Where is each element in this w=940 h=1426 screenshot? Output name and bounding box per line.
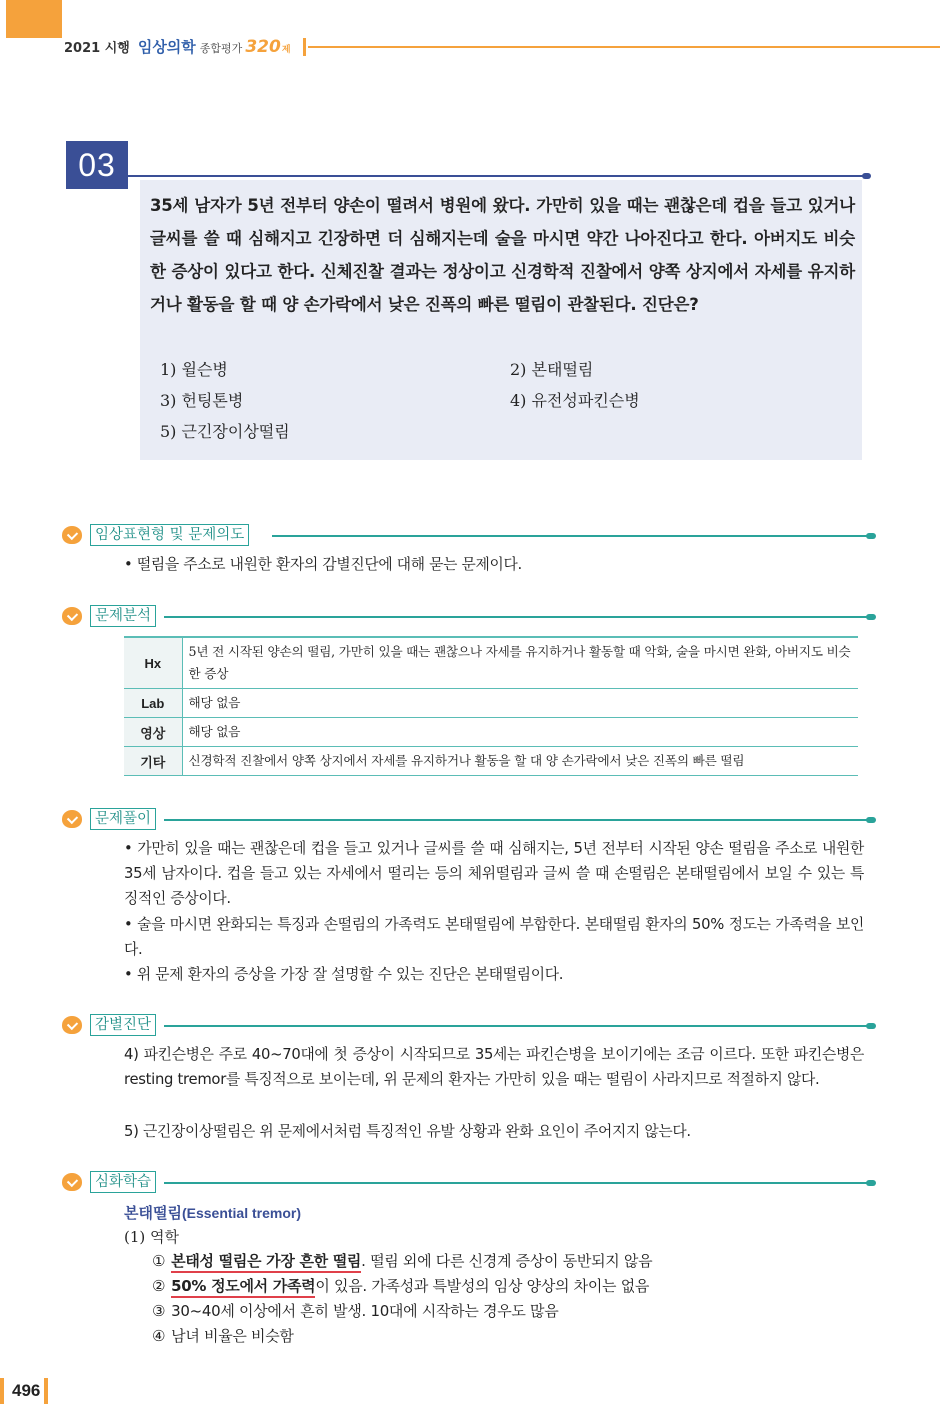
section-rule-end (866, 533, 876, 539)
row-value-lab: 해당 없음 (182, 689, 858, 718)
header-subject: 임상의학 (137, 38, 196, 56)
question-rule (128, 175, 866, 177)
section-rule (164, 1182, 868, 1184)
header-year: 2021 시행 (64, 41, 130, 56)
row-value-other: 신경학적 진찰에서 양쪽 상지에서 자세를 유지하거나 활동을 할 대 양 손가락에서 낮은 진폭의 빠른 떨림 (182, 747, 858, 776)
section-rule-end (866, 614, 876, 620)
row-value-imaging: 해당 없음 (182, 718, 858, 747)
item-text: 30~40세 이상에서 흔히 발생. 10대에 시작하는 경우도 많음 (171, 1302, 559, 1320)
solution-bullet-1: • 가만히 있을 때는 괜찮은데 컵을 들고 있거나 글씨를 쓸 때 심해지는, 5년 전부터 시작된 양손 떨림을 주소로 내원한 35세 남자이다. 컵을 들고 있는 자세에서 떨리는 등의 체위떨림과 글씨 쓸 때 손떨림은 본태떨림에서 보일 수 있는 특징적인 증상이다. (124, 840, 864, 907)
section-analysis-title: 문제분석 (90, 605, 156, 627)
page-number-block (0, 1378, 48, 1404)
table-row (124, 747, 858, 776)
section-intent-header (62, 524, 876, 546)
table-row (124, 689, 858, 718)
check-icon (62, 526, 82, 544)
intent-bullet: • 떨림을 주소로 내원한 환자의 감별진단에 대해 묻는 문제이다. (124, 556, 522, 573)
item-text: 남녀 비율은 비슷함 (171, 1327, 294, 1345)
differential-item-5: 5) 근긴장이상떨림은 위 문제에서처럼 특징적인 유발 상황과 완화 요인이 주어지지 않는다. (124, 1123, 691, 1140)
option-1: 1) 윌슨병 (160, 360, 228, 379)
deep-item-2 (152, 1275, 649, 1296)
row-key-hx: Hx (124, 637, 182, 689)
deep-topic-en: (Essential tremor) (181, 1205, 302, 1221)
header-unit: 제 (281, 45, 291, 55)
section-rule (164, 819, 868, 821)
question-rule-end (862, 173, 871, 179)
option-2: 2) 본태떨림 (510, 360, 594, 379)
row-key-imaging: 영상 (124, 718, 182, 747)
item-marker: ④ (152, 1327, 166, 1345)
section-differential-header (62, 1014, 876, 1036)
item-marker: ③ (152, 1302, 166, 1320)
item-marker: ① (152, 1252, 166, 1270)
table-row (124, 718, 858, 747)
section-intent-title: 임상표현형 및 문제의도 (90, 524, 249, 546)
section-rule-end (866, 817, 876, 823)
deep-topic (124, 1202, 301, 1223)
item-text: 이 있음. 가족성과 특발성의 임상 양상의 차이는 없음 (315, 1277, 650, 1295)
section-rule (164, 1025, 868, 1027)
deep-item-3 (152, 1300, 558, 1321)
row-key-lab: Lab (124, 689, 182, 718)
section-solution-title: 문제풀이 (90, 808, 156, 830)
deep-topic-ko: 본태떨림 (124, 1204, 182, 1222)
check-icon (62, 1016, 82, 1034)
deep-subheading: (1) 역학 (124, 1228, 179, 1246)
table-row (124, 637, 858, 689)
option-5: 5) 근긴장이상떨림 (160, 422, 290, 441)
section-analysis-header (62, 605, 876, 627)
section-deep-header (62, 1171, 876, 1193)
option-4: 4) 유전성파킨슨병 (510, 391, 640, 410)
check-icon (62, 810, 82, 828)
header-tab (0, 0, 62, 38)
differential-item-4: 4) 파킨슨병은 주로 40~70대에 첫 증상이 시작되므로 35세는 파킨슨병을 보이기에는 조금 이르다. 또한 파킨슨병은 resting tremor를 특징적으로 보이는데, 위 문제의 환자는 가만히 있을 때는 떨림이 사라지므로 적절하지 않다. (124, 1046, 864, 1088)
check-icon (62, 607, 82, 625)
running-header (64, 36, 291, 60)
solution-bullet-2: • 술을 마시면 완화되는 특징과 손떨림의 가족력도 본태떨림에 부합한다. 본태떨림 환자의 50% 정도는 가족력을 보인다. (124, 916, 864, 958)
section-rule (272, 535, 868, 537)
header-divider (303, 38, 306, 56)
item-marker: ② (152, 1277, 166, 1295)
row-value-hx: 5년 전 시작된 양손의 떨림, 가만히 있을 때는 괜찮으나 자세를 유지하거나 활동할 때 악화, 술을 마시면 완화, 아버지도 비슷한 증상 (182, 637, 858, 689)
deep-item-1 (152, 1250, 652, 1271)
section-rule (164, 616, 868, 618)
header-count: 320 (245, 37, 281, 57)
header-eval: 종합평가 (199, 42, 243, 55)
check-icon (62, 1173, 82, 1191)
item-emphasis: 50% 정도에서 가족력 (171, 1277, 315, 1298)
deep-item-4 (152, 1325, 294, 1346)
section-rule-end (866, 1180, 876, 1186)
section-deep-title: 심화학습 (90, 1171, 156, 1193)
solution-bullet-3: • 위 문제 환자의 증상을 가장 잘 설명할 수 있는 진단은 본태떨림이다. (124, 966, 564, 983)
page-number: 496 (12, 1381, 41, 1400)
question-stem: 35세 남자가 5년 전부터 양손이 떨려서 병원에 왔다. 가만히 있을 때는 괜찮은데 컵을 들고 있거나 글씨를 쓸 때 심해지고 긴장하면 더 심해지는데 술을 마시면 약간 나아진다고 한다. 아버지도 비슷한 증상이 있다고 한다. 신체진찰 결과는 정상이고 신경학적 진찰에서 양쪽 상지에서 자세를 유지하거나 활동을 할 때 양 손가락에서 낮은 진폭의 빠른 떨림이 관찰된다. 진단은? (150, 196, 855, 314)
section-rule-end (866, 1023, 876, 1029)
row-key-other: 기타 (124, 747, 182, 776)
section-solution-header (62, 808, 876, 830)
item-emphasis: 본태성 떨림은 가장 흔한 떨림 (171, 1252, 361, 1273)
section-differential-title: 감별진단 (90, 1014, 156, 1036)
page-number-bar (44, 1378, 48, 1404)
header-rule (308, 46, 940, 48)
analysis-table (124, 636, 858, 776)
question-number: 03 (66, 141, 128, 189)
item-text: . 떨림 외에 다른 신경계 증상이 동반되지 않음 (361, 1252, 653, 1270)
option-3: 3) 헌팅톤병 (160, 391, 244, 410)
